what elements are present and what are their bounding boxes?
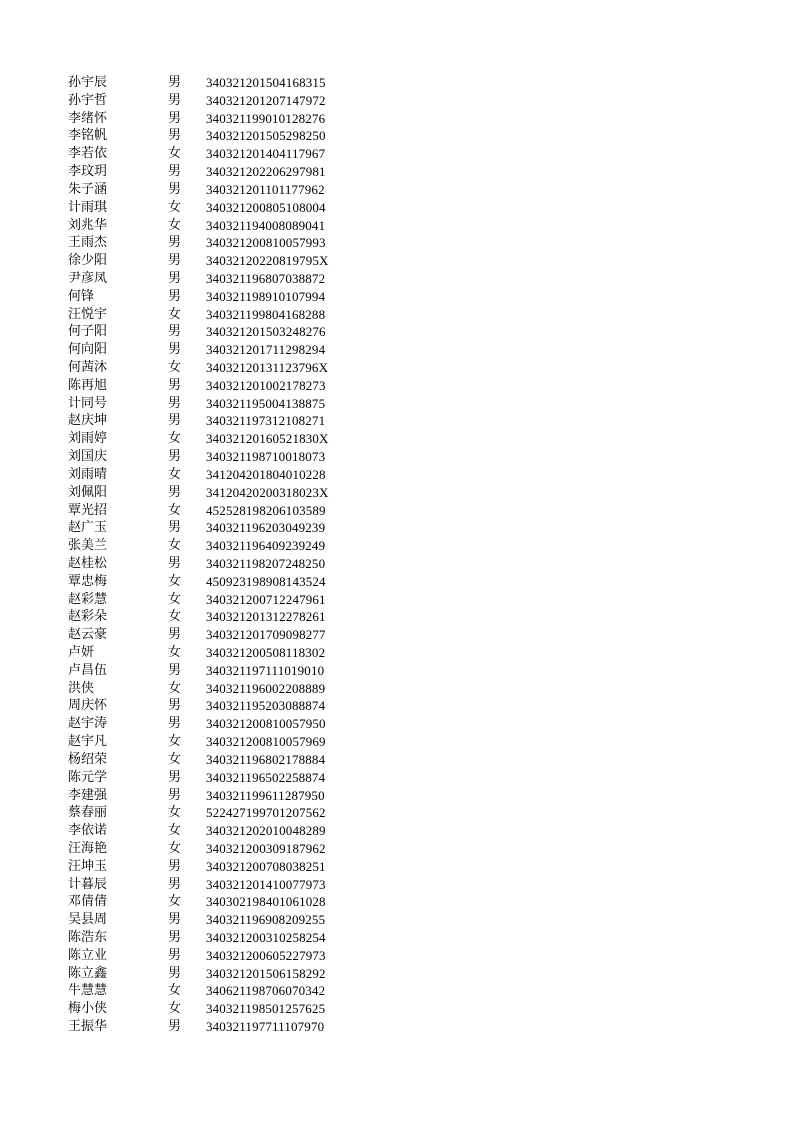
name-cell: 刘雨晴 [68, 466, 108, 482]
id-number-cell: 340321195004138875 [206, 395, 326, 411]
gender-cell: 男 [168, 912, 182, 928]
name-cell: 何子阳 [68, 324, 108, 340]
name-cell: 赵广玉 [68, 520, 108, 536]
table-row [68, 876, 406, 894]
gender-cell: 男 [168, 965, 182, 981]
table-row [68, 591, 406, 609]
name-cell: 陈立业 [68, 947, 108, 963]
table-row [68, 787, 406, 805]
gender-cell: 男 [168, 324, 182, 340]
name-cell: 计暮辰 [68, 876, 108, 892]
gender-cell: 男 [168, 1019, 182, 1035]
name-cell: 卢昌伍 [68, 662, 108, 678]
name-cell: 梅小侠 [68, 1001, 108, 1017]
name-cell: 覃光招 [68, 502, 108, 518]
table-row [68, 217, 406, 235]
name-cell: 李绪怀 [68, 110, 108, 126]
gender-cell: 男 [168, 181, 182, 197]
gender-cell: 女 [168, 591, 182, 607]
name-cell: 赵桂松 [68, 555, 108, 571]
table-row [68, 662, 406, 680]
id-number-cell: 340321196203049239 [206, 520, 326, 536]
id-number-cell: 340302198401061028 [206, 894, 326, 910]
gender-cell: 男 [168, 253, 182, 269]
gender-cell: 男 [168, 555, 182, 571]
table-row [68, 893, 406, 911]
name-cell: 孙宇辰 [68, 75, 108, 90]
id-number-cell: 452528198206103589 [206, 502, 326, 518]
id-number-cell: 340321200605227973 [206, 947, 326, 963]
id-number-cell: 340321201506158292 [206, 965, 326, 981]
table-row [68, 341, 406, 359]
gender-cell: 女 [168, 680, 182, 696]
gender-cell: 男 [168, 128, 182, 144]
gender-cell: 男 [168, 377, 182, 393]
id-number-cell: 340321201404117967 [206, 146, 326, 162]
table-row [68, 573, 406, 591]
gender-cell: 女 [168, 431, 182, 447]
name-cell: 陈再旭 [68, 377, 108, 393]
name-cell: 杨绍荣 [68, 751, 108, 767]
name-cell: 陈元学 [68, 769, 108, 785]
table-row [68, 840, 406, 858]
table-row [68, 608, 406, 626]
table-row [68, 74, 406, 92]
gender-cell: 男 [168, 110, 182, 126]
id-number-cell: 340321199804168288 [206, 306, 326, 322]
name-cell: 李铭帆 [68, 128, 108, 144]
id-number-cell: 340321196002208889 [206, 680, 326, 696]
name-cell: 赵庆坤 [68, 413, 108, 429]
gender-cell: 男 [168, 342, 182, 358]
name-cell: 何锋 [68, 288, 95, 304]
id-number-cell: 340321198207248250 [206, 555, 326, 571]
id-number-cell: 340321201101177962 [206, 181, 325, 197]
id-number-cell: 340321198910107994 [206, 288, 326, 304]
table-row [68, 911, 406, 929]
name-cell: 赵宇凡 [68, 734, 108, 750]
table-row [68, 110, 406, 128]
table-row [68, 448, 406, 466]
id-number-cell: 34032120220819795X [206, 253, 329, 269]
gender-cell: 男 [168, 92, 182, 108]
id-number-cell: 340321200310258254 [206, 930, 326, 945]
id-number-cell: 340321195203088874 [206, 698, 326, 714]
table-row [68, 804, 406, 822]
name-cell: 李建强 [68, 787, 108, 803]
gender-cell: 女 [168, 466, 182, 482]
id-number-cell: 340321196908209255 [206, 912, 326, 928]
id-number-cell: 340321201711298294 [206, 342, 326, 358]
id-number-cell: 340321198710018073 [206, 449, 326, 465]
name-cell: 蔡春丽 [68, 805, 108, 821]
id-number-cell: 340321194008089041 [206, 217, 326, 233]
name-cell: 周庆怀 [68, 698, 108, 714]
id-number-cell: 340321201505298250 [206, 128, 326, 144]
id-number-cell: 340321196807038872 [206, 270, 326, 286]
gender-cell: 女 [168, 217, 182, 233]
id-number-cell: 340321198501257625 [206, 1001, 326, 1017]
table-row [68, 270, 406, 288]
id-number-cell: 340321197711107970 [206, 1019, 325, 1035]
gender-cell: 女 [168, 146, 182, 162]
name-cell: 刘雨婷 [68, 431, 108, 447]
id-number-cell: 340321200805108004 [206, 199, 326, 215]
table-row [68, 537, 406, 555]
table-row [68, 412, 406, 430]
table-row [68, 519, 406, 537]
gender-cell: 男 [168, 164, 182, 180]
table-row [68, 145, 406, 163]
table-row [68, 92, 406, 110]
id-number-cell: 340321201207147972 [206, 92, 326, 108]
id-number-cell: 34032120131123796X [206, 360, 329, 375]
table-row [68, 484, 406, 502]
id-number-cell: 340321202206297981 [206, 164, 326, 180]
id-number-cell: 340321197111019010 [206, 662, 325, 678]
id-number-cell: 340321201312278261 [206, 609, 326, 625]
table-row [68, 858, 406, 876]
id-number-cell: 340321200309187962 [206, 840, 326, 856]
name-cell: 王振华 [68, 1019, 108, 1035]
name-cell: 赵彩慧 [68, 591, 108, 607]
name-cell: 赵云豪 [68, 627, 108, 643]
gender-cell: 女 [168, 823, 182, 839]
name-cell: 汪悦宇 [68, 306, 108, 322]
table-row [68, 306, 406, 324]
gender-cell: 女 [168, 840, 182, 856]
name-cell: 刘兆华 [68, 217, 108, 233]
gender-cell: 男 [168, 270, 182, 286]
table-row [68, 466, 406, 484]
table-row [68, 199, 406, 217]
table-row [68, 127, 406, 145]
id-number-cell: 340321201504168315 [206, 75, 326, 90]
name-cell: 汪坤玉 [68, 858, 108, 874]
table-row [68, 822, 406, 840]
name-cell: 计同号 [68, 395, 108, 411]
id-number-cell: 522427199701207562 [206, 805, 326, 821]
roster-table [68, 74, 406, 1036]
name-cell: 邓倩倩 [68, 894, 108, 910]
table-row [68, 163, 406, 181]
name-cell: 汪海艳 [68, 840, 108, 856]
table-row [68, 697, 406, 715]
name-cell: 尹彦凤 [68, 270, 108, 286]
id-number-cell: 340321201410077973 [206, 876, 326, 892]
id-number-cell: 340321196802178884 [206, 751, 326, 767]
id-number-cell: 340321200708038251 [206, 858, 326, 874]
gender-cell: 男 [168, 413, 182, 429]
gender-cell: 男 [168, 288, 182, 304]
table-row [68, 252, 406, 270]
gender-cell: 女 [168, 538, 182, 554]
gender-cell: 男 [168, 769, 182, 785]
table-row [68, 982, 406, 1000]
table-row [68, 715, 406, 733]
gender-cell: 女 [168, 360, 182, 375]
gender-cell: 女 [168, 894, 182, 910]
id-number-cell: 340321201709098277 [206, 627, 326, 643]
table-row [68, 555, 406, 573]
name-cell: 计雨琪 [68, 199, 108, 215]
gender-cell: 男 [168, 716, 182, 732]
table-row [68, 288, 406, 306]
gender-cell: 男 [168, 395, 182, 411]
id-number-cell: 340321201002178273 [206, 377, 326, 393]
gender-cell: 男 [168, 858, 182, 874]
table-row [68, 359, 406, 377]
table-row [68, 626, 406, 644]
gender-cell: 女 [168, 751, 182, 767]
name-cell: 李若依 [68, 146, 108, 162]
gender-cell: 男 [168, 484, 182, 500]
table-row [68, 1000, 406, 1018]
name-cell: 孙宇哲 [68, 92, 108, 108]
table-row [68, 502, 406, 520]
gender-cell: 女 [168, 805, 182, 821]
gender-cell: 女 [168, 645, 182, 660]
gender-cell: 男 [168, 662, 182, 678]
name-cell: 刘国庆 [68, 449, 108, 465]
name-cell: 洪侠 [68, 680, 95, 696]
gender-cell: 女 [168, 1001, 182, 1017]
id-number-cell: 340321196502258874 [206, 769, 326, 785]
gender-cell: 男 [168, 627, 182, 643]
gender-cell: 男 [168, 75, 182, 90]
id-number-cell: 34120420200318023X [206, 484, 329, 500]
gender-cell: 男 [168, 876, 182, 892]
id-number-cell: 340321197312108271 [206, 413, 326, 429]
gender-cell: 女 [168, 573, 182, 589]
table-row [68, 181, 406, 199]
gender-cell: 女 [168, 306, 182, 322]
table-row [68, 234, 406, 252]
table-row [68, 733, 406, 751]
table-row [68, 965, 406, 983]
gender-cell: 男 [168, 520, 182, 536]
gender-cell: 女 [168, 609, 182, 625]
id-number-cell: 34032120160521830X [206, 431, 329, 447]
gender-cell: 男 [168, 787, 182, 803]
roster-table-body [68, 74, 406, 1036]
table-row [68, 751, 406, 769]
table-row [68, 430, 406, 448]
id-number-cell: 340621198706070342 [206, 983, 326, 999]
id-number-cell: 340321200810057969 [206, 734, 326, 750]
table-row [68, 929, 406, 947]
id-number-cell: 340321202010048289 [206, 823, 326, 839]
name-cell: 王雨杰 [68, 235, 108, 251]
table-row [68, 947, 406, 965]
table-row [68, 395, 406, 413]
name-cell: 何向阳 [68, 342, 108, 358]
name-cell: 李玟玥 [68, 164, 108, 180]
table-row [68, 377, 406, 395]
name-cell: 赵彩朵 [68, 609, 108, 625]
name-cell: 李依诺 [68, 823, 108, 839]
name-cell: 陈浩东 [68, 930, 108, 945]
gender-cell: 女 [168, 199, 182, 215]
name-cell: 张美兰 [68, 538, 108, 554]
name-cell: 覃忠梅 [68, 573, 108, 589]
gender-cell: 女 [168, 983, 182, 999]
name-cell: 徐少阳 [68, 253, 108, 269]
id-number-cell: 340321200810057950 [206, 716, 326, 732]
id-number-cell: 340321200712247961 [206, 591, 326, 607]
gender-cell: 男 [168, 449, 182, 465]
table-row [68, 680, 406, 698]
table-row [68, 644, 406, 662]
name-cell: 朱子涵 [68, 181, 108, 197]
id-number-cell: 340321199010128276 [206, 110, 326, 126]
id-number-cell: 450923198908143524 [206, 573, 326, 589]
gender-cell: 女 [168, 502, 182, 518]
gender-cell: 男 [168, 698, 182, 714]
gender-cell: 男 [168, 947, 182, 963]
id-number-cell: 340321200508118302 [206, 645, 326, 660]
name-cell: 何茜沐 [68, 360, 108, 375]
name-cell: 牛慧慧 [68, 983, 108, 999]
gender-cell: 女 [168, 734, 182, 750]
id-number-cell: 340321201503248276 [206, 324, 326, 340]
id-number-cell: 340321196409239249 [206, 538, 326, 554]
id-number-cell: 340321199611287950 [206, 787, 325, 803]
table-row [68, 1018, 406, 1036]
gender-cell: 男 [168, 235, 182, 251]
id-number-cell: 341204201804010228 [206, 466, 326, 482]
name-cell: 卢妍 [68, 645, 95, 660]
table-row [68, 769, 406, 787]
name-cell: 吴县周 [68, 912, 108, 928]
name-cell: 刘佩阳 [68, 484, 108, 500]
name-cell: 赵宇涛 [68, 716, 108, 732]
gender-cell: 男 [168, 930, 182, 945]
table-row [68, 323, 406, 341]
name-cell: 陈立鑫 [68, 965, 108, 981]
id-number-cell: 340321200810057993 [206, 235, 326, 251]
